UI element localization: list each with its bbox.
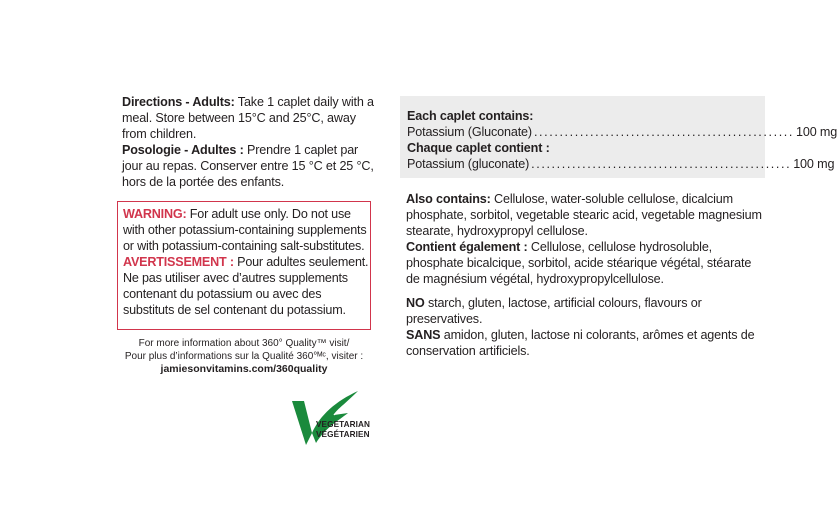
vegetarian-label [316,420,370,440]
composition-fr-ingredient: Potassium (gluconate) [407,157,530,171]
quality-line-fr: Pour plus d’informations sur la Qualité 360°ᴹᶜ, visiter : [124,351,364,363]
directions-fr [122,142,374,190]
also-contains-fr-heading: Contient également : [406,240,528,254]
composition-fr-row [407,156,835,172]
composition-fr-amount: 100 mg [793,157,835,171]
directions-en-text: Take 1 caplet daily with a meal. Store between 15°C and 25°C, away from children. [122,95,374,141]
composition-fr-heading: Chaque caplet contient : [407,141,550,155]
free-of-en [406,295,766,327]
quality-line-en: For more information about 360° Quality™ visit/ [138,338,350,349]
quality-info [118,337,370,377]
warning-en [123,206,370,254]
free-of-en-heading: NO [406,296,425,310]
directions-en [122,94,374,142]
warning-en-text: For adult use only. Do not use with other potassium-containing supplements or with potassium-containing salt-substitutes. [123,207,367,253]
composition-fr-dots: ................................................... [531,157,792,171]
warning-en-heading: WARNING: [123,207,187,221]
also-contains-fr-text: Cellulose, cellulose hydrosoluble, phosphate bicalcique, sorbitol, acide stéarique végétal, stéarate de magnésium végétal, hydroxypropylcellulose. [406,240,752,286]
free-of-en-text: starch, gluten, lactose, artificial colours, flavours or preservatives. [406,296,702,326]
vegetarian-label-fr: VÉGÉTARIEN [316,430,370,439]
composition-en-ingredient: Potassium (Gluconate) [407,125,532,139]
quality-url: jamiesonvitamins.com/360quality [160,363,328,376]
directions-en-heading: Directions - Adults: [122,95,235,109]
free-of-fr-heading: SANS [406,328,441,342]
also-contains-en-heading: Also contains: [406,192,491,206]
also-contains-fr [406,239,766,287]
warning-fr-text: Pour adultes seulement. Ne pas utiliser avec d’autres supplements contenant du potassium ou avec des substituts de sel contenant du potassium. [123,255,369,317]
also-contains-en-text: Cellulose, water-soluble cellulose, dicalcium phosphate, sorbitol, vegetable stearic acid, vegetable magnesium stearate, hydroxypropyl cellulose. [406,192,762,238]
composition-en-heading: Each caplet contains: [407,109,534,123]
vegetarian-label-en: VEGETARIAN [316,420,371,429]
directions-section [122,94,374,190]
composition-en-dots: ................................................... [533,125,794,139]
warning-fr [123,254,370,318]
free-of-fr-text: amidon, gluten, lactose ni colorants, arômes et agents de conservation artificiels. [406,328,755,358]
free-of-fr [406,327,766,359]
warning-box [117,201,371,330]
directions-fr-text: Prendre 1 caplet par jour au repas. Conserver entre 15 °C et 25 °C, hors de la portée des enfants. [122,143,374,189]
ingredients-section [406,191,766,359]
also-contains-en [406,191,766,239]
composition-panel [400,96,837,178]
composition-en-row [407,124,837,140]
composition-en-amount: 100 mg [796,125,837,139]
warning-fr-heading: AVERTISSEMENT : [123,255,234,269]
directions-fr-heading: Posologie - Adultes : [122,143,244,157]
